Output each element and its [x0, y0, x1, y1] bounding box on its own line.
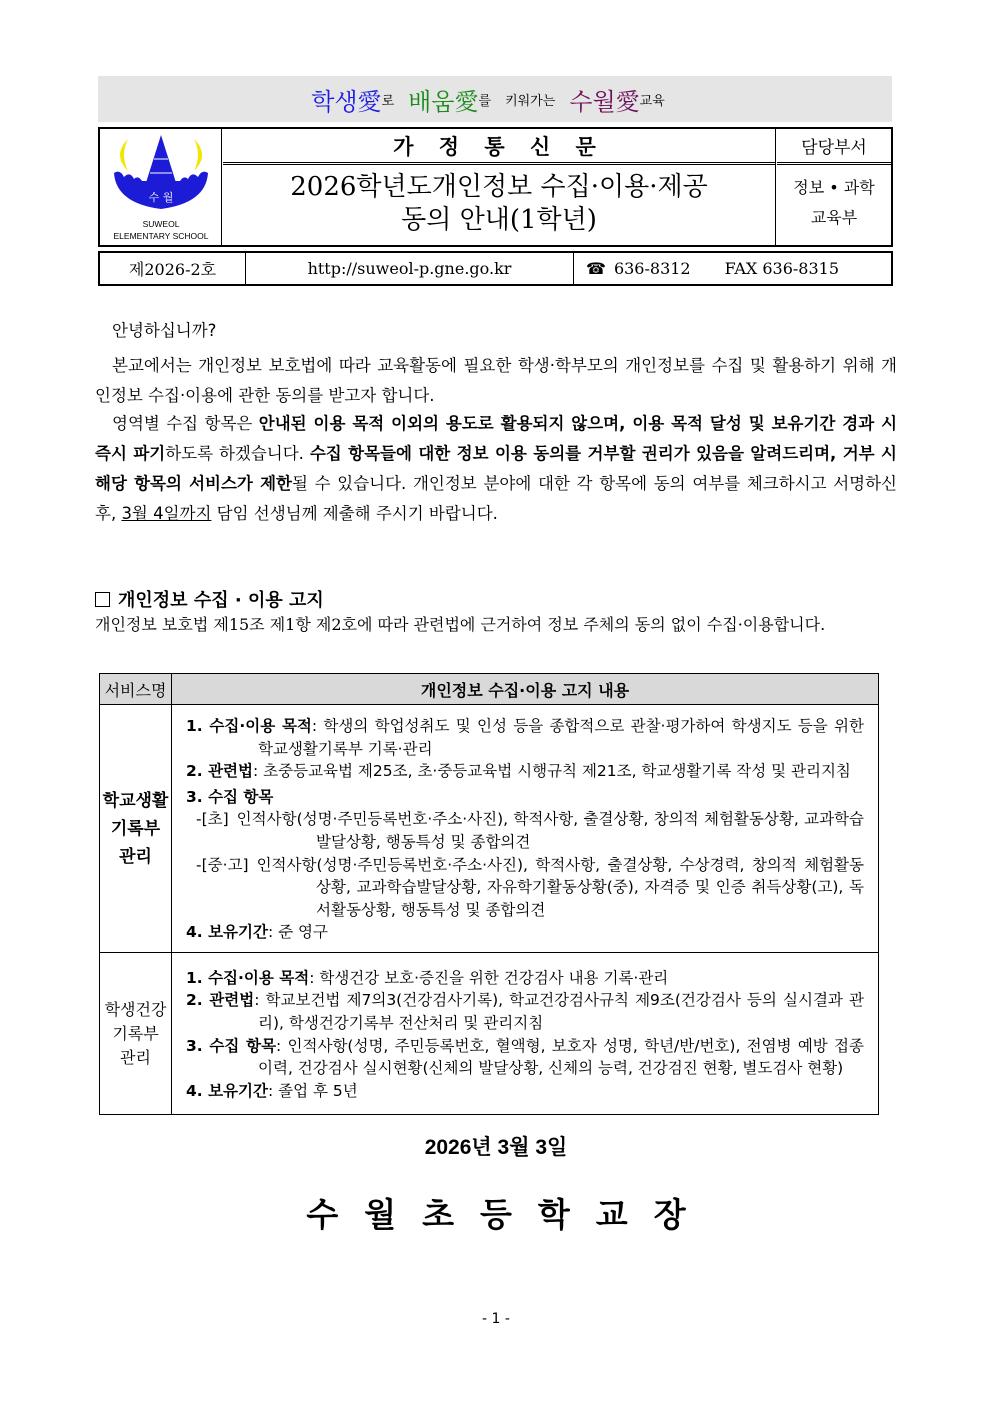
notice-table — [99, 673, 879, 1115]
item-text: : 학생건강 보호·증진을 위한 건강검사 내용 기록·관리 — [309, 968, 669, 987]
list-item — [186, 989, 864, 1034]
service-name-line: 관리 — [119, 846, 152, 867]
item-label: 2. 관련법 — [186, 762, 253, 781]
item-text: : 학교보건법 제7의3(건강검사기록), 학교건강검사규칙 제9조(건강검사 등의 실시결과 관리), 학생건강기록부 전산처리 및 관리지침 — [254, 991, 864, 1032]
item-text: : 초중등교육법 제25조, 초·중등교육법 시행규칙 제21조, 학교생활기록 작성 및 관리지침 — [253, 762, 851, 781]
department-line-1: 정보 • 과학 — [793, 178, 875, 197]
department-line-2: 교육부 — [810, 208, 858, 227]
page-number: - 1 - — [482, 1311, 510, 1327]
deadline-text: 3월 4일까지 — [121, 504, 212, 523]
service-name-line: 학교생활 — [102, 790, 169, 811]
item-text: : 학생의 학업성취도 및 인성 등을 종합적으로 관찰·평가하여 학생지도 등을 위한 학교생활기록부 기록·관리 — [258, 717, 864, 758]
list-item — [186, 921, 864, 944]
list-item — [186, 786, 864, 809]
motto-banner — [98, 76, 892, 122]
sub-item — [196, 854, 864, 922]
table-header-row — [100, 674, 879, 705]
motto-part: 로 — [381, 93, 395, 109]
sub-item-tag: -[초] — [196, 810, 229, 829]
list-item — [186, 967, 864, 990]
section-title-text: 개인정보 수집 · 이용 고지 — [118, 590, 324, 611]
school-url[interactable]: http://suweol-p.gne.go.kr — [246, 253, 574, 284]
service-name-line: 기록부 — [110, 818, 161, 839]
title-line-1: 2026학년도개인정보 수집·이용·제공 — [290, 172, 708, 202]
svg-text:수 월: 수 월 — [148, 191, 174, 204]
column-header: 개인정보 수집·이용 고지 내용 — [172, 674, 879, 705]
title-line-2: 동의 안내(1학년) — [401, 205, 597, 235]
section-description: 개인정보 보호법 제15조 제1항 제2호에 따라 관련법에 근거하여 정보 주체의 동의 없이 수집·이용합니다. — [95, 615, 826, 634]
sub-item-tag: -[중·고] — [196, 855, 249, 874]
sub-item-text: 인적사항(성명·주민등록번호·주소·사진), 학적사항, 출결상황, 창의적 체험활동상황, 교과학습발달상황, 행동특성 및 종합의견 — [236, 810, 864, 851]
service-name-line: 학생건강 — [104, 999, 167, 1019]
info-bar — [98, 251, 893, 286]
sub-item-text: 인적사항(성명·주민등록번호·주소·사진), 학적사항, 출결상황, 수상경력, 창의적 체험활동상황, 교과학습발달상황, 자유학기활동상황(중), 자격증 및 인증 취득상황(고), 독서활동상황, 행동특성 및 종합의견 — [256, 855, 864, 919]
text-run: 담임 선생님께 제출해 주시기 바랍니다. — [211, 504, 498, 523]
list-item — [186, 1035, 864, 1080]
emphasis-text: 안내된 이용 목적 이외의 용도로 활용되지 않으며, 이용 목적 달성 및 보유기간 경과 시 즉시 파기 — [95, 414, 898, 463]
column-header: 서비스명 — [100, 674, 172, 705]
item-label: 3. 수집 항목 — [186, 787, 274, 806]
item-label: 2. 관련법 — [186, 991, 255, 1010]
title-cell — [223, 129, 776, 245]
item-label: 3. 수집 항목 — [186, 1036, 277, 1055]
document-title — [223, 165, 775, 237]
item-label: 1. 수집·이용 목적 — [186, 968, 310, 987]
motto-part: 키워가는 — [505, 93, 556, 109]
checkbox-icon — [95, 592, 110, 607]
list-item — [186, 760, 864, 783]
item-label: 4. 보유기간 — [186, 923, 268, 942]
service-name-line: 기록부 — [112, 1023, 159, 1043]
text-run: 영역별 수집 항목은 — [112, 414, 259, 433]
item-label: 1. 수집·이용 목적 — [186, 717, 312, 736]
department-name — [777, 165, 891, 233]
section-heading — [95, 586, 324, 612]
table-row — [100, 953, 879, 1115]
motto-part: 배움愛 — [408, 87, 479, 116]
item-text: : 인적사항(성명, 주민등록번호, 혈액형, 보호자 성명, 학년/반/번호), 전염병 예방 접종이력, 건강검사 실시현황(신체의 발달상황, 신체의 능력, 건강검진 현황, 별도검사 현황) — [258, 1036, 864, 1078]
newsletter-label: 가 정 통 신 문 — [223, 129, 775, 165]
item-label: 4. 보유기간 — [186, 1081, 268, 1100]
contact-info — [574, 253, 891, 284]
issue-number: 제2026-2호 — [100, 253, 246, 284]
emphasis-text: 수집 항목들에 대한 정보 이용 동의를 거부할 권리가 있음을 알려드리며, 거부 시 해당 항목의 서비스가 제한 — [95, 444, 897, 493]
motto-part: 수월愛 — [569, 87, 640, 116]
principal-signature: 수월초등학교장 — [306, 1195, 712, 1234]
motto-part: 학생愛 — [311, 87, 382, 116]
issue-date: 2026년 3월 3일 — [424, 1136, 568, 1159]
newsletter-header — [98, 127, 893, 247]
paragraph-1: 본교에서는 개인정보 보호법에 따라 교육활동에 필요한 학생·학부모의 개인정보를 수집 및 활용하기 위해 개인정보 수집·이용에 관한 동의를 받고자 합니다. — [95, 356, 897, 405]
list-item — [186, 1080, 864, 1103]
department-label: 담당부서 — [777, 129, 891, 165]
school-name-en-line1: SUWEOL — [142, 219, 180, 229]
item-text: : 졸업 후 5년 — [267, 1081, 358, 1100]
table-row — [100, 705, 879, 953]
service-name — [100, 705, 172, 953]
paragraph-2 — [95, 409, 897, 529]
list-item — [186, 715, 864, 760]
phone-number: 636-8312 — [613, 259, 691, 278]
greeting: 안녕하십니까? — [112, 321, 217, 340]
text-run: 될 수 있습니다. 개인정보 분야에 대한 각 항목에 동의 여부를 체크하시고 서명하신 후, — [95, 474, 898, 523]
service-name — [100, 953, 172, 1115]
school-name-en-line2: ELEMENTARY SCHOOL — [113, 231, 209, 241]
service-name-line: 관리 — [120, 1047, 151, 1067]
school-logo — [100, 129, 222, 245]
department-cell — [777, 129, 891, 245]
sub-item — [196, 808, 864, 853]
item-text: : 준 영구 — [267, 923, 328, 942]
motto-part: 교육 — [639, 93, 665, 109]
motto-part: 를 — [478, 93, 492, 109]
fax-number: FAX 636-8315 — [724, 259, 840, 278]
text-run: 하도록 하겠습니다. — [165, 444, 310, 463]
phone-icon: ☎ — [586, 259, 606, 278]
notice-content — [172, 953, 879, 1115]
notice-content — [172, 705, 879, 953]
school-logo-icon — [110, 133, 212, 213]
